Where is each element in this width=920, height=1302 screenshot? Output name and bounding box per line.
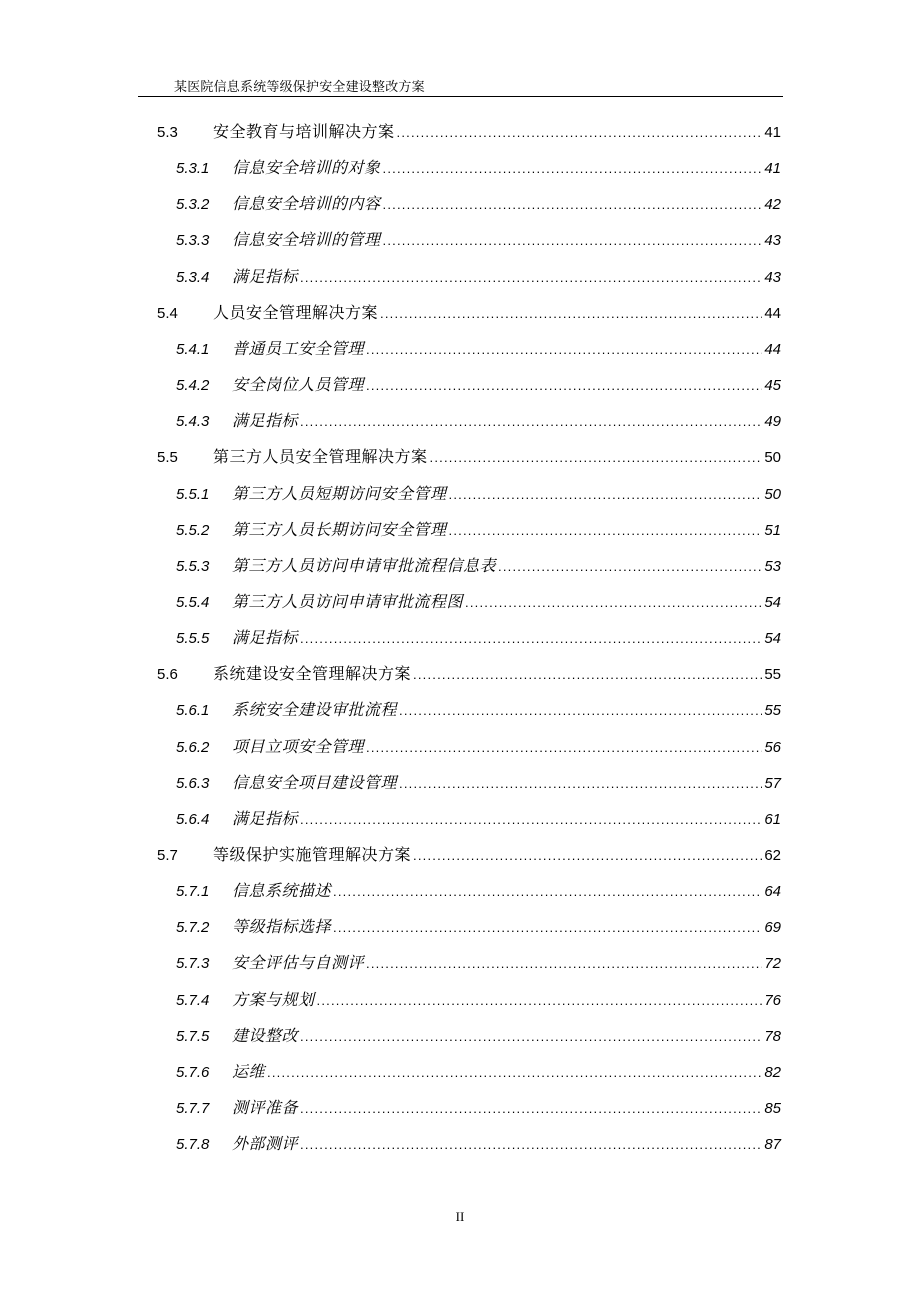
toc-entry-number: 5.3.3 xyxy=(176,232,210,249)
toc-entry-page: 54 xyxy=(764,630,781,647)
toc-entry-number: 5.7.5 xyxy=(176,1028,210,1045)
toc-section-entry[interactable] xyxy=(157,444,781,468)
toc-entry-title: 运维 xyxy=(232,1062,266,1081)
toc-entry-title: 第三方人员访问申请审批流程图 xyxy=(232,592,464,611)
toc-entry-title: 信息安全培训的管理 xyxy=(232,230,381,249)
toc-entry-page: 64 xyxy=(764,883,781,900)
toc-section-entry[interactable] xyxy=(157,300,781,324)
toc-dot-leader xyxy=(449,523,763,538)
toc-entry-title: 项目立项安全管理 xyxy=(232,737,365,756)
toc-dot-leader xyxy=(300,631,762,646)
toc-entry-page: 85 xyxy=(764,1100,781,1117)
toc-entry-page: 41 xyxy=(764,160,781,177)
running-header xyxy=(138,74,783,97)
toc-dot-leader xyxy=(300,1029,762,1044)
toc-subsection-entry[interactable] xyxy=(176,625,781,649)
toc-entry-page: 72 xyxy=(764,955,781,972)
toc-entry-number: 5.7.3 xyxy=(176,955,210,972)
toc-dot-leader xyxy=(399,703,762,718)
toc-entry-title: 第三方人员安全管理解决方案 xyxy=(213,447,428,466)
toc-entry-title: 信息安全培训的内容 xyxy=(232,194,381,213)
toc-entry-title: 满足指标 xyxy=(232,628,299,647)
toc-entry-title: 普通员工安全管理 xyxy=(232,339,365,358)
toc-entry-page: 53 xyxy=(764,558,781,575)
toc-entry-page: 41 xyxy=(764,124,781,141)
toc-entry-title: 安全教育与培训解决方案 xyxy=(213,122,395,141)
toc-dot-leader xyxy=(399,776,762,791)
toc-subsection-entry[interactable] xyxy=(176,987,781,1011)
toc-subsection-entry[interactable] xyxy=(176,481,781,505)
toc-entry-title: 安全岗位人员管理 xyxy=(232,375,365,394)
toc-dot-leader xyxy=(383,197,763,212)
toc-entry-title: 信息系统描述 xyxy=(232,881,332,900)
toc-subsection-entry[interactable] xyxy=(176,336,781,360)
toc-entry-number: 5.5.4 xyxy=(176,594,210,611)
toc-subsection-entry[interactable] xyxy=(176,553,781,577)
toc-entry-title: 安全评估与自测评 xyxy=(232,953,365,972)
toc-subsection-entry[interactable] xyxy=(176,1023,781,1047)
toc-subsection-entry[interactable] xyxy=(176,1059,781,1083)
toc-entry-number: 5.6.2 xyxy=(176,739,210,756)
toc-entry-number: 5.6.1 xyxy=(176,702,210,719)
toc-entry-page: 82 xyxy=(764,1064,781,1081)
toc-entry-number: 5.7.8 xyxy=(176,1136,210,1153)
toc-subsection-entry[interactable] xyxy=(176,408,781,432)
toc-entry-page: 69 xyxy=(764,919,781,936)
toc-entry-number: 5.3.2 xyxy=(176,196,210,213)
toc-entry-title: 方案与规划 xyxy=(232,990,315,1009)
toc-subsection-entry[interactable] xyxy=(176,517,781,541)
toc-dot-leader xyxy=(366,740,762,755)
toc-entry-number: 5.7 xyxy=(157,847,178,864)
toc-entry-number: 5.3 xyxy=(157,124,178,141)
toc-dot-leader xyxy=(380,306,762,321)
toc-dot-leader xyxy=(333,920,762,935)
toc-entry-page: 76 xyxy=(764,992,781,1009)
toc-subsection-entry[interactable] xyxy=(176,770,781,794)
toc-dot-leader xyxy=(413,667,762,682)
toc-entry-title: 测评准备 xyxy=(232,1098,299,1117)
toc-entry-number: 5.5.2 xyxy=(176,522,210,539)
toc-entry-page: 57 xyxy=(764,775,781,792)
toc-subsection-entry[interactable] xyxy=(176,950,781,974)
toc-section-entry[interactable] xyxy=(157,842,781,866)
toc-dot-leader xyxy=(333,884,762,899)
toc-entry-page: 50 xyxy=(764,486,781,503)
toc-entry-page: 55 xyxy=(764,702,781,719)
toc-entry-page: 55 xyxy=(764,666,781,683)
toc-entry-title: 等级指标选择 xyxy=(232,917,332,936)
toc-entry-page: 45 xyxy=(764,377,781,394)
toc-entry-number: 5.6.3 xyxy=(176,775,210,792)
toc-entry-title: 人员安全管理解决方案 xyxy=(213,303,379,322)
toc-entry-title: 信息安全培训的对象 xyxy=(232,158,381,177)
toc-entry-number: 5.4.2 xyxy=(176,377,210,394)
toc-entry-number: 5.6.4 xyxy=(176,811,210,828)
toc-entry-page: 42 xyxy=(764,196,781,213)
toc-subsection-entry[interactable] xyxy=(176,878,781,902)
toc-dot-leader xyxy=(300,414,762,429)
toc-dot-leader xyxy=(300,812,762,827)
toc-entry-number: 5.7.6 xyxy=(176,1064,210,1081)
toc-dot-leader xyxy=(267,1065,762,1080)
toc-entry-number: 5.4.3 xyxy=(176,413,210,430)
toc-entry-title: 建设整改 xyxy=(232,1026,299,1045)
toc-entry-number: 5.3.1 xyxy=(176,160,210,177)
toc-entry-page: 44 xyxy=(764,305,781,322)
toc-dot-leader xyxy=(300,1137,762,1152)
toc-subsection-entry[interactable] xyxy=(176,1095,781,1119)
toc-entry-page: 54 xyxy=(764,594,781,611)
toc-dot-leader xyxy=(397,125,763,140)
toc-entry-number: 5.5.5 xyxy=(176,630,210,647)
toc-entry-number: 5.5.1 xyxy=(176,486,210,503)
toc-entry-number: 5.7.1 xyxy=(176,883,210,900)
toc-entry-title: 满足指标 xyxy=(232,809,299,828)
toc-subsection-entry[interactable] xyxy=(176,914,781,938)
toc-subsection-entry[interactable] xyxy=(176,589,781,613)
toc-dot-leader xyxy=(383,233,763,248)
toc-entry-number: 5.5 xyxy=(157,449,178,466)
toc-entry-title: 满足指标 xyxy=(232,267,299,286)
toc-entry-page: 43 xyxy=(764,269,781,286)
toc-entry-title: 第三方人员短期访问安全管理 xyxy=(232,484,447,503)
toc-section-entry[interactable] xyxy=(157,661,781,685)
toc-dot-leader xyxy=(317,993,763,1008)
toc-entry-title: 外部测评 xyxy=(232,1134,299,1153)
toc-entry-number: 5.7.4 xyxy=(176,992,210,1009)
toc-entry-page: 78 xyxy=(764,1028,781,1045)
toc-entry-page: 43 xyxy=(764,232,781,249)
toc-entry-number: 5.7.7 xyxy=(176,1100,210,1117)
toc-dot-leader xyxy=(300,270,762,285)
toc-entry-title: 满足指标 xyxy=(232,411,299,430)
toc-entry-title: 系统建设安全管理解决方案 xyxy=(213,664,412,683)
toc-section-entry[interactable] xyxy=(157,119,781,143)
toc-entry-page: 44 xyxy=(764,341,781,358)
toc-entry-page: 61 xyxy=(764,811,781,828)
toc-entry-number: 5.4 xyxy=(157,305,178,322)
toc-dot-leader xyxy=(366,378,762,393)
toc-subsection-entry[interactable] xyxy=(176,806,781,830)
toc-dot-leader xyxy=(465,595,762,610)
toc-subsection-entry[interactable] xyxy=(176,734,781,758)
toc-entry-title: 第三方人员长期访问安全管理 xyxy=(232,520,447,539)
toc-entry-number: 5.5.3 xyxy=(176,558,210,575)
header-title: 某医院信息系统等级保护安全建设整改方案 xyxy=(174,80,425,95)
toc-dot-leader xyxy=(413,848,762,863)
toc-entry-title: 信息安全项目建设管理 xyxy=(232,773,398,792)
toc-entry-number: 5.3.4 xyxy=(176,269,210,286)
toc-dot-leader xyxy=(498,559,762,574)
toc-entry-title: 系统安全建设审批流程 xyxy=(232,700,398,719)
toc-subsection-entry[interactable] xyxy=(176,697,781,721)
toc-subsection-entry[interactable] xyxy=(176,372,781,396)
toc-entry-number: 5.7.2 xyxy=(176,919,210,936)
toc-dot-leader xyxy=(366,342,762,357)
toc-dot-leader xyxy=(383,161,763,176)
toc-subsection-entry[interactable] xyxy=(176,191,781,215)
toc-entry-title: 第三方人员访问申请审批流程信息表 xyxy=(232,556,497,575)
toc-dot-leader xyxy=(300,1101,762,1116)
toc-entry-page: 56 xyxy=(764,739,781,756)
toc-entry-page: 87 xyxy=(764,1136,781,1153)
toc-entry-title: 等级保护实施管理解决方案 xyxy=(213,845,412,864)
toc-subsection-entry[interactable] xyxy=(176,264,781,288)
toc-entry-page: 62 xyxy=(764,847,781,864)
toc-entry-number: 5.6 xyxy=(157,666,178,683)
toc-entry-page: 49 xyxy=(764,413,781,430)
toc-entry-number: 5.4.1 xyxy=(176,341,210,358)
toc-subsection-entry[interactable] xyxy=(176,227,781,251)
toc-entry-page: 51 xyxy=(764,522,781,539)
toc-subsection-entry[interactable] xyxy=(176,155,781,179)
toc-dot-leader xyxy=(449,487,763,502)
toc-entry-page: 50 xyxy=(764,449,781,466)
toc-subsection-entry[interactable] xyxy=(176,1131,781,1155)
toc-dot-leader xyxy=(430,450,763,465)
page-number: II xyxy=(455,1209,465,1224)
toc-dot-leader xyxy=(366,956,762,971)
